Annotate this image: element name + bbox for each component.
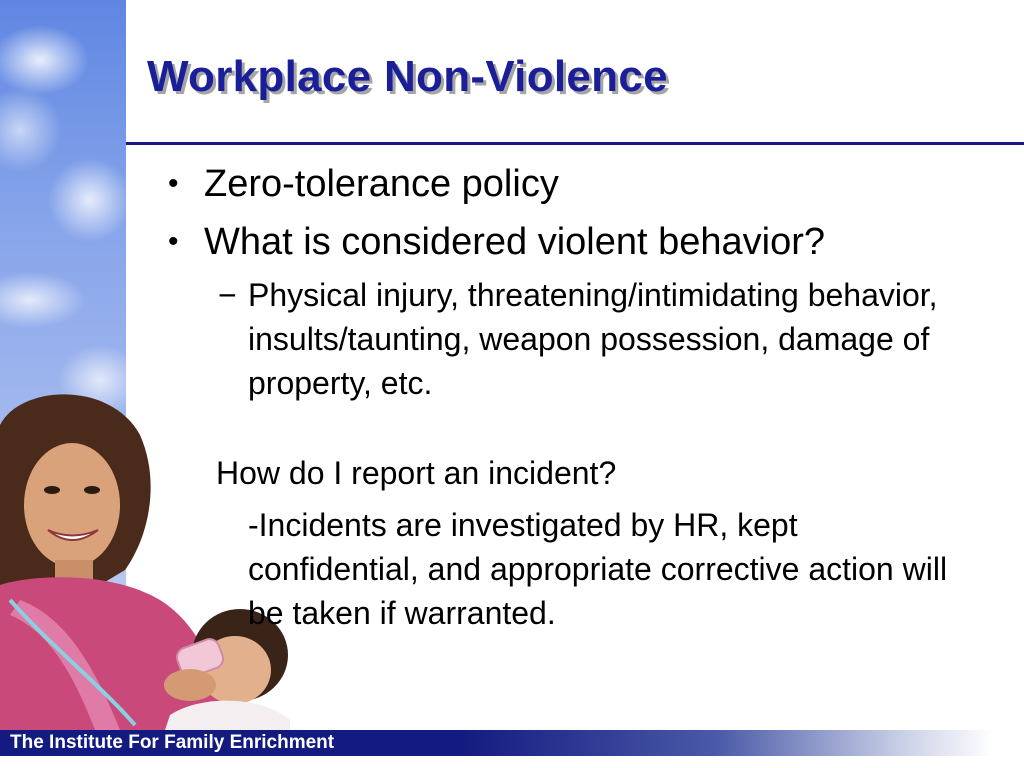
report-answer: -Incidents are investigated by HR, kept confidential, and appropriate corrective action will be taken if warranted. xyxy=(248,507,948,631)
bullet-text: Zero-tolerance policy xyxy=(204,163,559,205)
footer-organization-name: The Institute For Family Enrichment xyxy=(10,732,335,753)
footer-bar xyxy=(0,730,1024,756)
sub-bullet-marker: − xyxy=(218,277,237,313)
bullet-text: What is considered violent behavior? xyxy=(204,221,826,263)
slide-title: Workplace Non-Violence xyxy=(147,52,668,101)
sub-bullet-item xyxy=(218,273,948,405)
bullet-item xyxy=(160,213,960,271)
bullet-marker: • xyxy=(168,167,179,200)
slide-body xyxy=(160,155,960,635)
report-question: How do I report an incident? xyxy=(216,455,617,491)
title-divider xyxy=(126,142,1024,145)
bullet-item xyxy=(160,155,960,213)
bullet-marker: • xyxy=(168,225,179,258)
sub-bullet-text: Physical injury, threatening/intimidating behavior, insults/taunting, weapon possession, damage of property, etc. xyxy=(248,277,938,401)
